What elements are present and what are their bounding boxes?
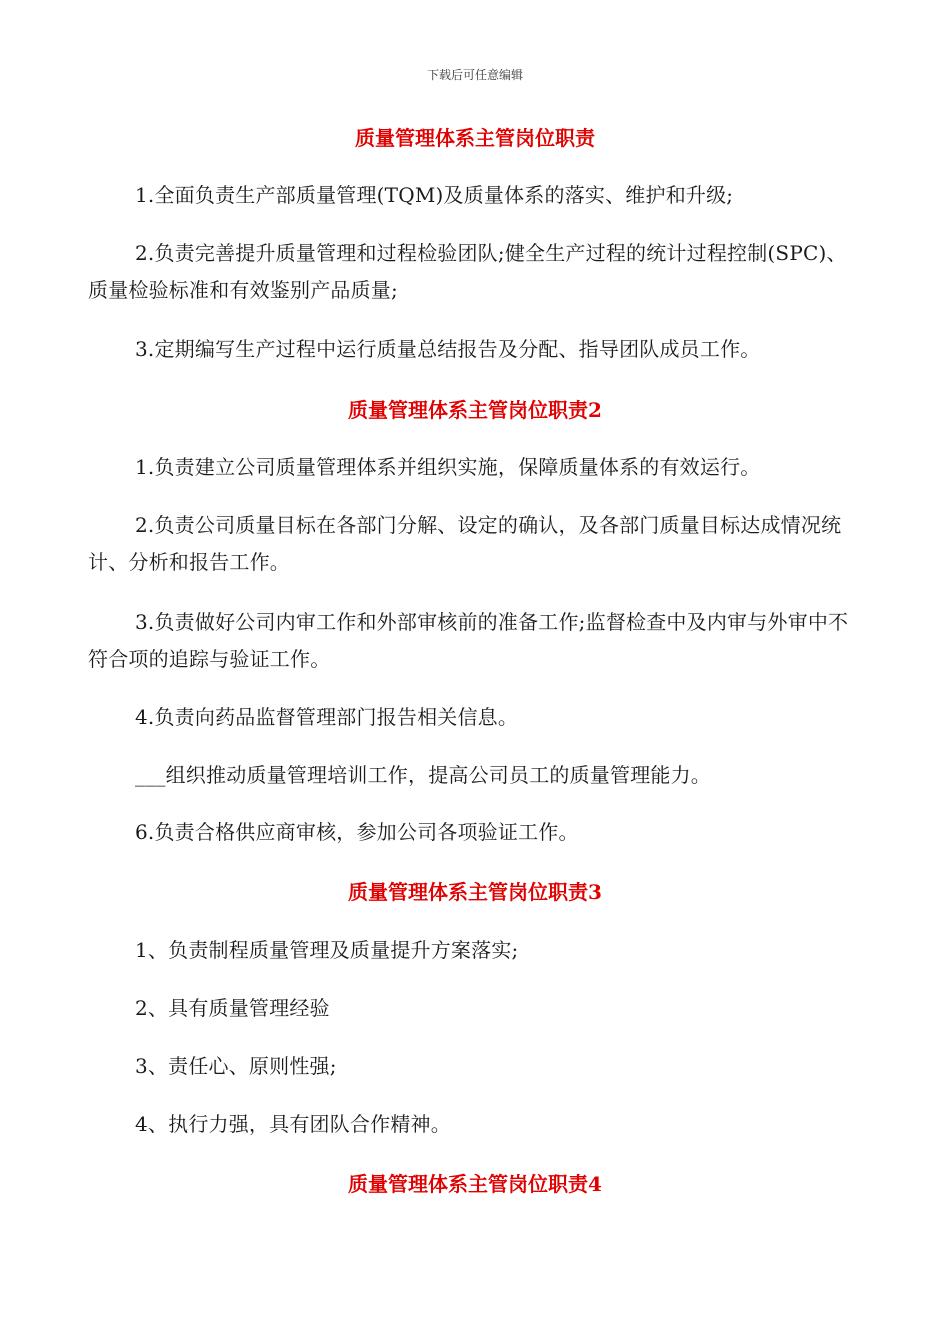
section-1-item-2: 2.负责完善提升质量管理和过程检验团队;健全生产过程的统计过程控制(SPC)、质量检验标准和有效鉴别产品质量; bbox=[88, 241, 847, 302]
section-2-item-1: 1.负责建立公司质量管理体系并组织实施，保障质量体系的有效运行。 bbox=[135, 455, 761, 479]
section-title-2: 质量管理体系主管岗位职责2 bbox=[348, 398, 602, 422]
section-title-1: 质量管理体系主管岗位职责 bbox=[355, 126, 595, 150]
section-3-item-3: 3、责任心、原则性强; bbox=[135, 1054, 337, 1078]
section-2-item-6: 6.负责合格供应商审核，参加公司各项验证工作。 bbox=[135, 820, 579, 844]
section-3-item-1: 1、负责制程质量管理及质量提升方案落实; bbox=[135, 938, 519, 962]
section-2-item-3: 3.负责做好公司内审工作和外部审核前的准备工作;监督检查中及内审与外审中不符合项的追踪与验证工作。 bbox=[88, 610, 849, 671]
section-1-item-3: 3.定期编写生产过程中运行质量总结报告及分配、指导团队成员工作。 bbox=[135, 337, 761, 361]
section-2-item-4: 4.负责向药品监督管理部门报告相关信息。 bbox=[135, 705, 519, 729]
section-3-item-2: 2、具有质量管理经验 bbox=[135, 996, 330, 1020]
section-1-item-1: 1.全面负责生产部质量管理(TQM)及质量体系的落实、维护和升级; bbox=[135, 183, 734, 207]
header-note: 下载后可任意编辑 bbox=[426, 68, 523, 82]
section-2-item-2: 2.负责公司质量目标在各部门分解、设定的确认，及各部门质量目标达成情况统计、分析和报告工作。 bbox=[88, 513, 842, 574]
section-title-3: 质量管理体系主管岗位职责3 bbox=[348, 880, 602, 904]
section-2-item-5: ___组织推动质量管理培训工作，提高公司员工的质量管理能力。 bbox=[135, 763, 711, 787]
section-title-4: 质量管理体系主管岗位职责4 bbox=[348, 1172, 602, 1196]
section-3-item-4: 4、执行力强，具有团队合作精神。 bbox=[135, 1112, 451, 1136]
